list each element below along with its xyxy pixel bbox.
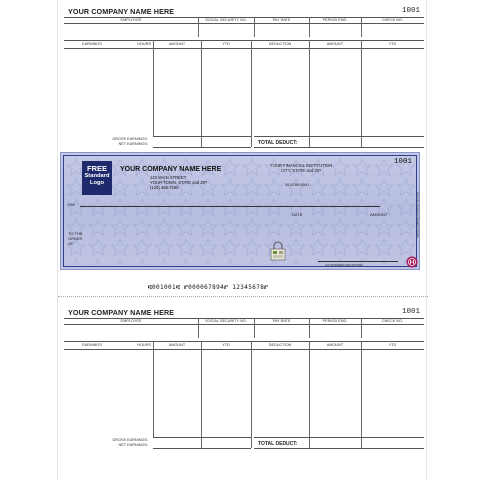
header-check-no: CHECK NO. xyxy=(381,319,404,323)
net-earnings-label: NET EARNINGS: xyxy=(118,443,148,447)
padlock-icon xyxy=(270,241,286,261)
header-ytd: YTD xyxy=(222,343,230,347)
to-order-label-3: OF xyxy=(68,241,74,246)
divider xyxy=(153,341,154,437)
divider xyxy=(153,147,251,148)
top-stub xyxy=(58,0,428,148)
divider xyxy=(254,318,255,338)
header-pay-rate: PAY RATE xyxy=(272,18,291,22)
header-amount: AMOUNT xyxy=(168,42,186,46)
divider xyxy=(361,40,362,147)
header-deduction-amount: AMOUNT xyxy=(326,343,344,347)
divider xyxy=(153,448,251,449)
divider xyxy=(64,40,424,41)
check-address-1: 123 MAIN STREET xyxy=(150,175,187,180)
to-order-label-1: TO THE xyxy=(68,231,83,236)
bank-name: YOUR FINANCIAL INSTITUTION xyxy=(269,163,333,168)
header-pay-rate: PAY RATE xyxy=(272,319,291,323)
header-period-end: PERIOD END. xyxy=(322,319,348,323)
header-deduction: DEDUCTION xyxy=(268,42,292,46)
date-label: DATE xyxy=(292,212,303,217)
pay-label: PAY xyxy=(68,202,76,207)
header-deduction-ytd: YTD xyxy=(388,42,397,46)
divider xyxy=(309,341,310,448)
divider xyxy=(198,17,199,37)
header-ssn: SOCIAL SECURITY NO. xyxy=(205,18,247,22)
total-deduct-label: TOTAL DEDUCT: xyxy=(258,441,298,447)
divider xyxy=(361,341,362,448)
divider xyxy=(153,40,154,136)
check-border xyxy=(63,155,417,267)
header-earnings: EARNINGS xyxy=(82,343,102,347)
bottom-stub xyxy=(58,301,428,449)
net-earnings-label: NET EARNINGS: xyxy=(118,142,148,146)
divider xyxy=(64,349,424,350)
divider xyxy=(254,437,424,438)
header-hours: HOURS xyxy=(137,343,151,347)
header-deduction-ytd: YTD xyxy=(388,343,397,347)
divider xyxy=(201,40,202,147)
perforation-line xyxy=(58,296,428,297)
divider xyxy=(309,318,310,338)
security-features-text: Security Features: Details on back xyxy=(416,192,420,238)
divider xyxy=(251,40,252,147)
check-phone: (123) 465-7290 xyxy=(150,185,179,190)
divider xyxy=(254,448,424,449)
signature-line xyxy=(318,261,398,262)
gross-earnings-label: GROSS EARNINGS: xyxy=(112,137,148,141)
logo-line-1: FREE xyxy=(86,164,107,173)
header-employee: EMPLOYEE xyxy=(120,18,142,22)
security-seal-icon xyxy=(406,256,418,268)
header-hours: HOURS xyxy=(137,42,151,46)
check-address-2: YOUR TOWN, STATE and ZIP xyxy=(150,180,207,185)
routing-fraction: 00-6789-0000 xyxy=(285,183,309,187)
bank-city: CITY, STATE and ZIP xyxy=(280,168,322,173)
logo-line-3: Logo xyxy=(89,179,105,186)
divider xyxy=(153,437,251,438)
divider xyxy=(64,324,424,325)
divider xyxy=(201,341,202,448)
micr-line: ⑆001001⑆ ⑈000067894⑈ 12345678⑈ xyxy=(148,284,269,291)
header-earnings: EARNINGS xyxy=(82,42,102,46)
check xyxy=(60,152,426,272)
divider xyxy=(153,136,251,137)
header-ytd: YTD xyxy=(222,42,230,46)
divider xyxy=(64,23,424,24)
stub-company-name: YOUR COMPANY NAME HERE xyxy=(68,7,175,16)
divider xyxy=(198,318,199,338)
stub-company-name: YOUR COMPANY NAME HERE xyxy=(68,308,175,317)
check-company-name: YOUR COMPANY NAME HERE xyxy=(120,166,222,173)
gross-earnings-label: GROSS EARNINGS: xyxy=(112,438,148,442)
to-order-label-2: ORDER xyxy=(68,236,83,241)
header-ssn: SOCIAL SECURITY NO. xyxy=(205,319,247,323)
stub-check-number: 1001 xyxy=(401,7,420,15)
pay-line xyxy=(80,206,380,207)
header-period-end: PERIOD END. xyxy=(322,18,348,22)
header-amount: AMOUNT xyxy=(168,343,186,347)
divider xyxy=(64,48,424,49)
stub-check-number: 1001 xyxy=(401,308,420,316)
signature-label: AUTHORIZED SIGNATURE xyxy=(325,263,363,267)
header-deduction-amount: AMOUNT xyxy=(326,42,344,46)
total-deduct-label: TOTAL DEDUCT: xyxy=(258,140,298,146)
header-check-no: CHECK NO. xyxy=(381,18,404,22)
header-employee: EMPLOYEE xyxy=(120,319,142,323)
divider xyxy=(64,341,424,342)
divider xyxy=(254,17,255,37)
amount-label: AMOUNT xyxy=(370,212,388,217)
divider xyxy=(309,40,310,147)
logo-line-2: Standard xyxy=(84,173,110,179)
divider xyxy=(361,17,362,37)
divider xyxy=(254,147,424,148)
divider xyxy=(361,318,362,338)
company-logo xyxy=(82,161,112,195)
header-deduction: DEDUCTION xyxy=(268,343,292,347)
divider xyxy=(254,136,424,137)
divider xyxy=(309,17,310,37)
check-number: 1001 xyxy=(393,158,412,166)
check-form-page xyxy=(57,0,427,480)
divider xyxy=(251,341,252,448)
